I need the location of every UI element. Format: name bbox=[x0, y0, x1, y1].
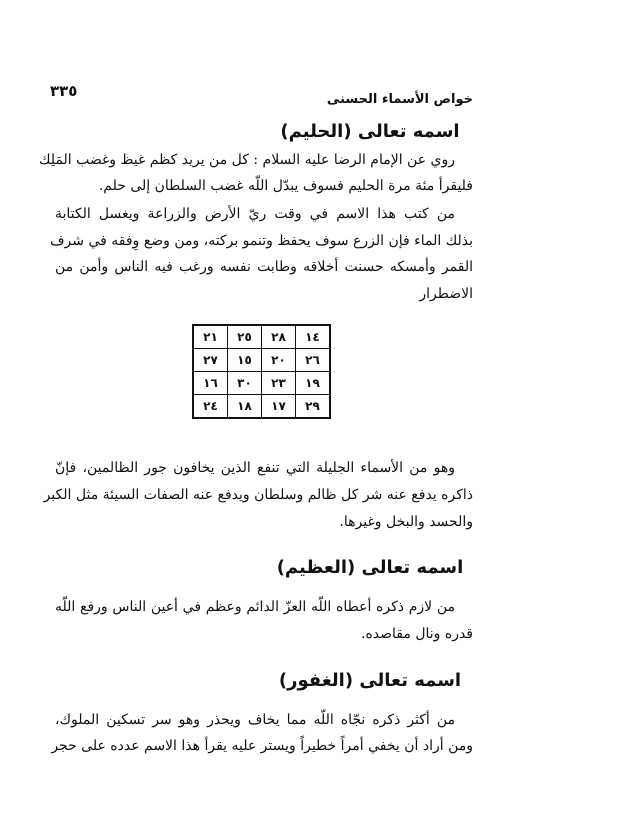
magic-square-cell: ١٥ bbox=[228, 349, 262, 372]
text-line: قدره ونال مقاصده. bbox=[361, 626, 473, 642]
magic-square-cell: ٢٦ bbox=[296, 349, 331, 372]
magic-square-cell: ٢٧ bbox=[193, 349, 228, 372]
magic-square-row bbox=[193, 349, 330, 372]
magic-square-row bbox=[193, 395, 330, 419]
magic-square-cell: ٢٤ bbox=[193, 395, 228, 419]
magic-square-cell: ٣٠ bbox=[228, 372, 262, 395]
text-line: روي عن الإمام الرضا عليه السلام : كل من يريد كظم غيظ وغضب المَلِك bbox=[38, 152, 455, 168]
magic-square-row bbox=[193, 372, 330, 395]
magic-square-cell: ١٨ bbox=[228, 395, 262, 419]
magic-square-cell: ٢٩ bbox=[296, 395, 331, 419]
text-line: ذاكره يدفع عنه شر كل ظالم وسلطان ويدفع عنه الصفات السيئة مثل الكبر bbox=[43, 487, 473, 503]
magic-square-cell: ١٧ bbox=[262, 395, 296, 419]
magic-square-cell: ٢٠ bbox=[262, 349, 296, 372]
text-line: وهو من الأسماء الجليلة التي تنفع الذين يخافون جور الظالمين، فإنّ bbox=[55, 460, 455, 476]
section-heading-ghafur: اسمه تعالى (الغفور) bbox=[278, 670, 462, 691]
section-heading-azim: اسمه تعالى (العظيم) bbox=[276, 557, 464, 578]
text-line: والحسد والبخل وغيرها. bbox=[339, 514, 473, 530]
text-line: ومن أراد أن يخفي أمراً خطيراً ويستر عليه يقرأ هذا الاسم عدده على حجر bbox=[51, 738, 473, 754]
magic-square-cell: ٢٨ bbox=[262, 325, 296, 349]
magic-square bbox=[192, 324, 331, 419]
section-heading-halim: اسمه تعالى (الحليم) bbox=[280, 121, 460, 142]
magic-square-row bbox=[193, 325, 330, 349]
magic-square-cell: ١٩ bbox=[296, 372, 331, 395]
text-line: الاضطرار bbox=[419, 286, 473, 302]
text-line: بذلك الماء فإن الزرع سوف يحفظ وتنمو بركته، ومن وضع وِفقه في شرف bbox=[50, 233, 473, 249]
text-line: من لازم ذكره أعطاه اللّه العزّ الدائم وعظم في أعين الناس ورفع اللّه bbox=[55, 599, 455, 615]
text-line: من كتب هذا الاسم في وقت ريّ الأرض والزراعة ويغسل الكتابة bbox=[55, 206, 455, 222]
magic-square-cell: ١٤ bbox=[296, 325, 331, 349]
text-line: فليقرأ مئة مرة الحليم فسوف يبدّل اللّه غضب السلطان إلى حلم. bbox=[98, 178, 473, 194]
text-line: القمر وأمسكه حسنت أخلاقه وطابت نفسه ورغب فيه الناس وأمن من bbox=[55, 259, 473, 275]
magic-square-cell: ٢٣ bbox=[262, 372, 296, 395]
magic-square-cell: ٢١ bbox=[193, 325, 228, 349]
running-title: خواص الأسماء الحسنى bbox=[326, 92, 473, 107]
magic-square-cell: ١٦ bbox=[193, 372, 228, 395]
page-number: ٣٣٥ bbox=[50, 82, 78, 100]
magic-square-cell: ٢٥ bbox=[228, 325, 262, 349]
text-line: من أكثر ذكره نجّاه اللّه مما يخاف ويحذر وهو سر تسكين الملوك، bbox=[55, 712, 455, 728]
